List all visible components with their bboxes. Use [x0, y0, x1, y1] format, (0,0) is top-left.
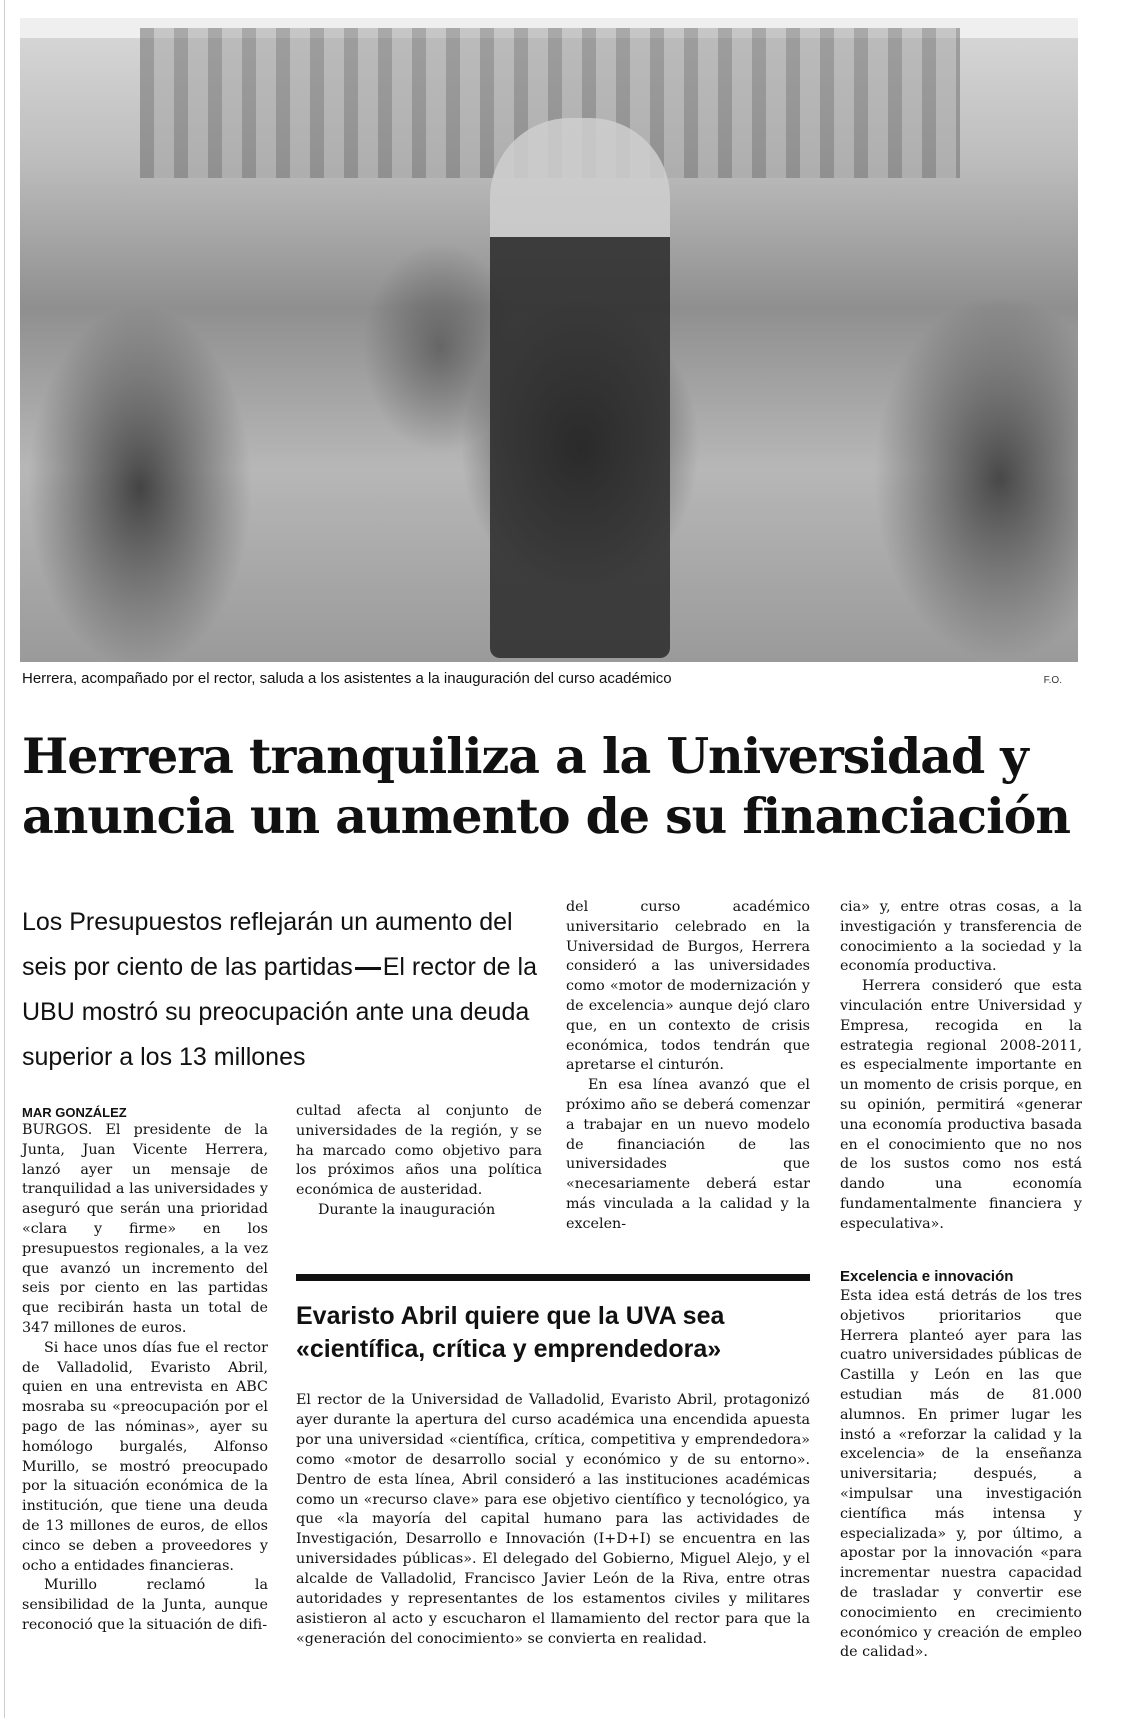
article-paragraph: Durante la inauguración — [318, 1201, 496, 1218]
article-column-4 — [840, 898, 1082, 1235]
article-paragraph: En esa línea avanzó que el próximo año se deberá comenzar a trabajar en un nuevo modelo de financiación de las universidades que «necesariamente deberá estar más vinculada a la calidad y la excelen- — [566, 1077, 810, 1232]
article-column-4-continued — [840, 1287, 1082, 1663]
headline-line-1: Herrera tranquiliza a la Universidad y — [22, 727, 1028, 785]
sidebar-title-line-2: «científica, crítica y emprendedora» — [296, 1335, 722, 1363]
subheadline — [22, 900, 562, 1080]
photo-caption: Herrera, acompañado por el rector, saluda a los asistentes a la inauguración del curso académico — [22, 670, 672, 687]
main-headline — [22, 726, 1082, 846]
article-column-2 — [296, 1102, 542, 1221]
article-paragraph: Esta idea está detrás de los tres objetivos prioritarios que Herrera planteó ayer para las cuatro universidades públicas de Castilla y León en las que estudian más de 81.000 alumnos. En primer lugar les instó a «reforzar la calidad y la excelencia» de la enseñanza universitaria; después, a «impulsar una investigación científica más intensa y especializada» y, por último, a apostar por la innovación «para incrementar nuestra capacidad de trasladar y convertir ese conocimiento en crecimiento económico y creación de empleo de calidad». — [840, 1288, 1082, 1661]
photo-caption-row — [22, 670, 1062, 690]
subsection-title: Excelencia e innovación — [840, 1268, 1014, 1285]
news-photo — [20, 18, 1078, 662]
photo-central-figure — [490, 118, 670, 658]
photo-credit: F.O. — [1043, 675, 1062, 686]
subhead-separator — [355, 967, 381, 970]
article-paragraph: del curso académico universitario celebrado en la Universidad de Burgos, Herrera consideró a las universidades como «motor de modernización y de excelencia» aunque dejó claro que, en un contexto de crisis económica, todos tendrán que apretarse el cinturón. — [566, 899, 810, 1074]
subhead-part-2: El rector de la UBU mostró su preocupación ante una deuda superior a los 13 millones — [22, 953, 537, 1071]
sidebar-top-rule — [296, 1274, 810, 1281]
byline: MAR GONZÁLEZ — [22, 1105, 127, 1120]
article-paragraph: BURGOS. El presidente de la Junta, Juan Vicente Herrera, lanzó ayer un mensaje de tranquilidad a las universidades y aseguró que serán una prioridad «clara y firme» en los presupuestos regionales, a la vez que avanzó un incremento del seis por ciento en las partidas que recibirán hasta un total de 347 millones de euros. — [22, 1122, 268, 1336]
article-paragraph: Herrera consideró que esta vinculación entre Universidad y Empresa, recogida en la estrategia regional 2008-2011, es especialmente importante en un momento de crisis porque, en su opinión, permitirá «generar una economía productiva basada en el conocimiento que no nos de los sustos como nos está dando una economía fundamentalmente financiera y especulativa». — [840, 978, 1082, 1232]
article-paragraph: cia» y, entre otras cosas, a la investigación y transferencia de conocimiento a la sociedad y la economía productiva. — [840, 899, 1082, 975]
article-paragraph: cultad afecta al conjunto de universidades de la región, y se ha marcado como objetivo para los próximos años una política económica de austeridad. — [296, 1103, 542, 1199]
article-paragraph: Murillo reclamó la sensibilidad de la Junta, aunque reconoció que la situación de difi- — [22, 1577, 268, 1633]
page-margin-line — [4, 0, 5, 1718]
article-paragraph: Si hace unos días fue el rector de Valladolid, Evaristo Abril, quien en una entrevista en ABC mosraba su «preocupación por el pago de las nóminas», ayer su homólogo burgalés, Alfonso Murillo, se mostró preocupado por la situación económica de la institución, que tiene una deuda de 13 millones de euros, de ellos cinco se deben a proveedores y ocho a entidades financieras. — [22, 1339, 268, 1574]
headline-line-2: anuncia un aumento de su financiación — [22, 787, 1071, 845]
sidebar-title-line-1: Evaristo Abril quiere que la UVA sea — [296, 1302, 725, 1330]
article-column-1 — [22, 1121, 268, 1636]
subhead-part-1: Los Presupuestos reflejarán un aumento del seis por ciento de las partidas — [22, 908, 513, 981]
sidebar-body: El rector de la Universidad de Valladolid, Evaristo Abril, protagonizó ayer durante la apertura del curso académica una encendida apuesta por una universidad «científica, crítica, competitiva y emprendedora» como «motor de desarrollo social y económico y de su entorno». Dentro de esta línea, Abril consideró a las instituciones académicas como un «recurso clave» para ese objetivo científico y tecnológico, ya que «la mayoría del capital humano para las actividades de Investigación, Desarrollo e Innovación (I+D+I) se encuentra en las universidades públicas». El delegado del Gobierno, Miguel Alejo, y el alcalde de Valladolid, Francisco Javier León de la Riva, entre otras autoridades y representantes de los estamentos civiles y militares asistieron al acto y escucharon el llamamiento del rector para que la «generación del conocimiento» se convierta en realidad. — [296, 1392, 810, 1647]
sidebar-title — [296, 1300, 810, 1366]
article-column-3 — [566, 898, 810, 1235]
